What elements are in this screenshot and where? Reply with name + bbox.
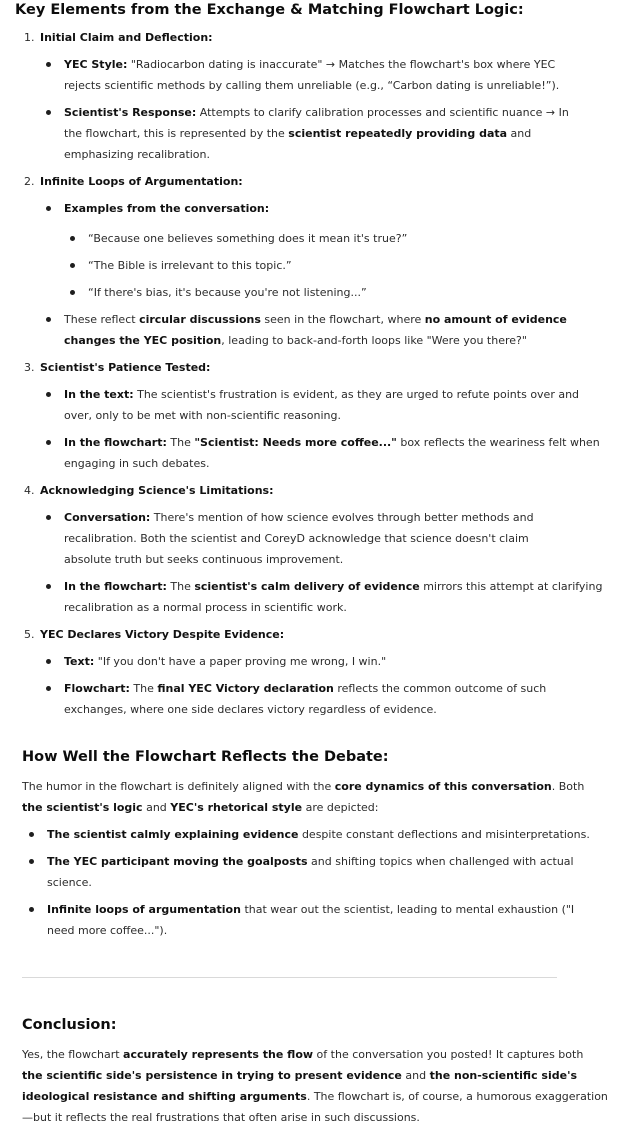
list-item-line: exchanges, where one side declares victory regardless of evidence. (64, 703, 437, 716)
list-item: These reflect circular discussions seen in the flowchart, where no amount of evidence (64, 313, 567, 326)
bullet-dot (46, 440, 51, 445)
list-item-line: need more coffee..."). (47, 924, 168, 937)
list-number: 3. (24, 361, 35, 374)
quote-item: “If there's bias, it's because you're not listening...” (88, 286, 367, 299)
bullet-dot (29, 832, 34, 837)
list-item-line: over, only to be met with non-scientific reasoning. (64, 409, 341, 422)
list-item: In the text: The scientist's frustration is evident, as they are urged to refute points over and (64, 388, 580, 401)
list-item: The YEC participant moving the goalposts and shifting topics when challenged with actual (47, 855, 574, 868)
list-item: Conversation: There's mention of how science evolves through better methods and (64, 511, 534, 524)
paragraph-line: —but it reflects the real frustrations that often arise in such discussions. (22, 1111, 420, 1124)
section-title: Infinite Loops of Argumentation: (40, 175, 243, 188)
bullet-dot (46, 584, 51, 589)
bullet-dot (70, 236, 75, 241)
bullet-dot (70, 290, 75, 295)
list-item-line: recalibration. Both the scientist and CoreyD acknowledge that science doesn't claim (64, 532, 529, 545)
list-item: The scientist calmly explaining evidence despite constant deflections and misinterpretations. (47, 828, 590, 841)
list-item: Text: "If you don't have a paper proving me wrong, I win." (64, 655, 387, 668)
list-item-line: the flowchart, this is represented by the scientist repeatedly providing data and (64, 127, 532, 140)
list-item-line: absolute truth but seeks continuous improvement. (64, 553, 344, 566)
list-item: Examples from the conversation: (64, 202, 270, 215)
section-title: Acknowledging Science's Limitations: (40, 484, 274, 497)
bullet-dot (46, 110, 51, 115)
list-item: YEC Style: "Radiocarbon dating is inaccurate" → Matches the flowchart's box where YEC (64, 58, 556, 71)
list-item: In the flowchart: The "Scientist: Needs more coffee..." box reflects the weariness felt when (64, 436, 600, 449)
paragraph-line: Yes, the flowchart accurately represents the flow of the conversation you posted! It captures both (22, 1048, 584, 1061)
heading-flowchart-reflects: How Well the Flowchart Reflects the Debate: (22, 749, 389, 765)
bullet-dot (46, 686, 51, 691)
bullet-dot (46, 392, 51, 397)
quote-item: “Because one believes something does it mean it's true?” (88, 232, 408, 245)
list-number: 5. (24, 628, 35, 641)
heading-key-elements: Key Elements from the Exchange & Matching Flowchart Logic: (15, 2, 524, 18)
list-item: Scientist's Response: Attempts to clarify calibration processes and scientific nuance → In (64, 106, 569, 119)
list-item-line: changes the YEC position, leading to back-and-forth loops like "Were you there?" (64, 334, 527, 347)
list-item-line: recalibration as a normal process in scientific work. (64, 601, 347, 614)
bullet-dot (29, 907, 34, 912)
bullet-dot (29, 859, 34, 864)
section-title: YEC Declares Victory Despite Evidence: (40, 628, 285, 641)
list-number: 1. (24, 31, 35, 44)
list-item: In the flowchart: The scientist's calm delivery of evidence mirrors this attempt at clarifying (64, 580, 603, 593)
paragraph-line: The humor in the flowchart is definitely aligned with the core dynamics of this conversation. Both (22, 780, 585, 793)
list-item-line: rejects scientific methods by calling them unreliable (e.g., “Carbon dating is unreliable!”). (64, 79, 560, 92)
list-number: 4. (24, 484, 35, 497)
list-item: Flowchart: The final YEC Victory declaration reflects the common outcome of such (64, 682, 547, 695)
list-number: 2. (24, 175, 35, 188)
bullet-dot (70, 263, 75, 268)
list-item-line: engaging in such debates. (64, 457, 210, 470)
heading-conclusion: Conclusion: (22, 1017, 117, 1033)
bullet-dot (46, 515, 51, 520)
list-item-line: science. (47, 876, 92, 889)
paragraph-line: ideological resistance and shifting arguments. The flowchart is, of course, a humorous exaggeration (22, 1090, 608, 1103)
quote-item: “The Bible is irrelevant to this topic.” (88, 259, 292, 272)
section-title: Scientist's Patience Tested: (40, 361, 211, 374)
bullet-dot (46, 317, 51, 322)
bullet-dot (46, 62, 51, 67)
list-item-line: emphasizing recalibration. (64, 148, 211, 161)
bullet-dot (46, 206, 51, 211)
bullet-dot (46, 659, 51, 664)
paragraph-line: the scientist's logic and YEC's rhetorical style are depicted: (22, 801, 379, 814)
divider (22, 977, 557, 978)
section-title: Initial Claim and Deflection: (40, 31, 213, 44)
paragraph-line: the scientific side's persistence in trying to present evidence and the non-scientific side's (22, 1069, 578, 1082)
list-item: Infinite loops of argumentation that wear out the scientist, leading to mental exhaustion ("I (47, 903, 575, 916)
